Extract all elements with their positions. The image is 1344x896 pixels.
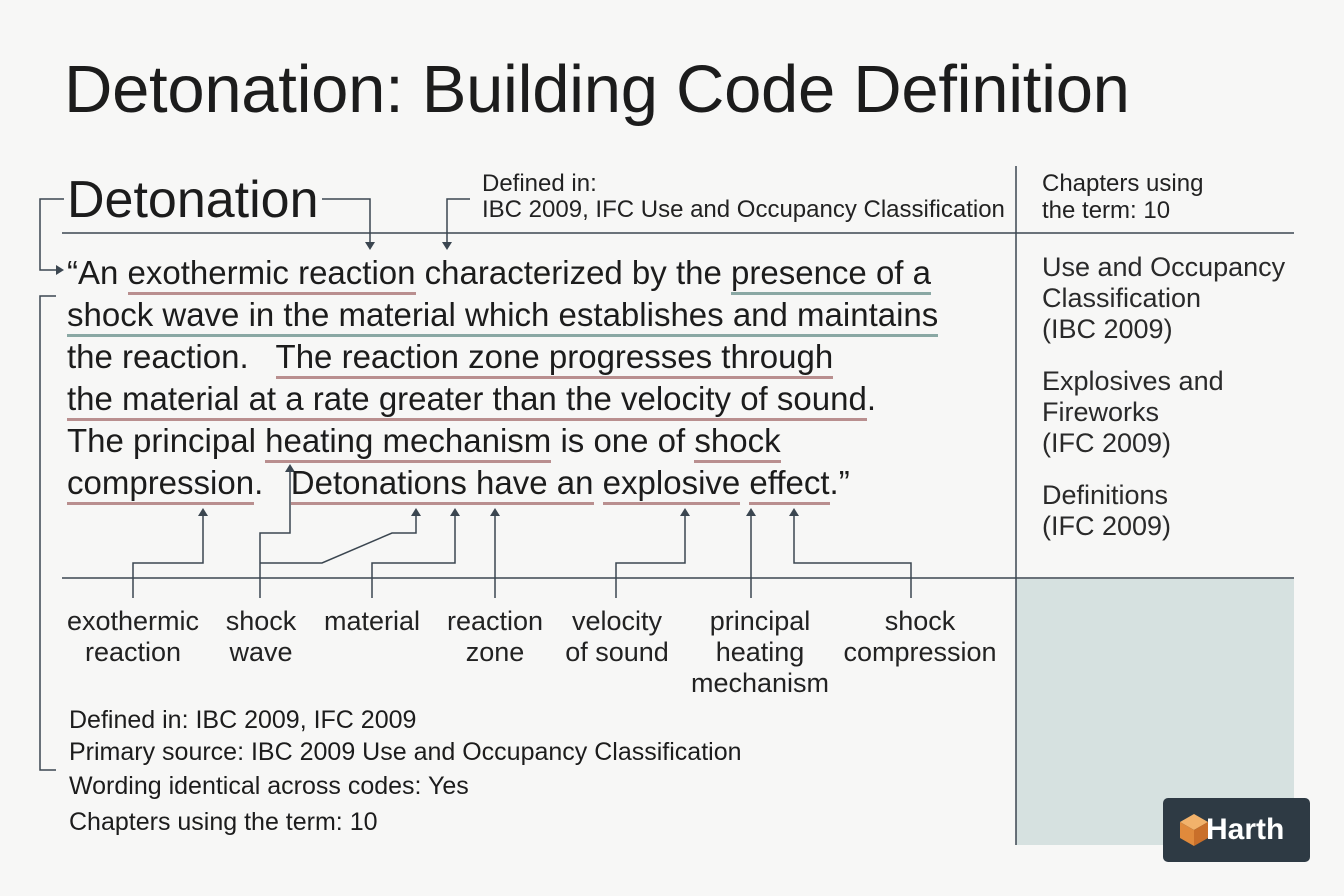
highlight-reaction-zone: The reaction zone progresses through [276,338,834,379]
chapter-name-cont: Fireworks [1042,397,1160,427]
definition-segment: “An [67,254,119,291]
summary-wording: Wording identical across codes: Yes [69,772,469,800]
brand-logo-text: Harth [1206,813,1285,846]
highlight-explosive: explosive [603,464,741,505]
key-term-label [838,606,1002,668]
defined-in-value: IBC 2009, IFC Use and Occupancy Classification [482,196,1005,223]
key-term-label [685,606,835,699]
usage-line-2: the term: 10 [1042,197,1171,224]
chapter-name: Explosives and [1042,366,1224,396]
summary-primary-source: Primary source: IBC 2009 Use and Occupancy Classification [69,738,742,766]
key-term-line: reaction [446,606,544,636]
key-term-label [556,606,678,668]
usage-line-1: Chapters using [1042,170,1204,197]
highlight-presence: presence of a [731,254,931,295]
chapter-item [1042,252,1285,345]
chapter-name: Definitions [1042,480,1169,510]
highlight-shock: shock [694,422,780,463]
definition-segment: . [254,464,264,501]
key-term-line: shock [884,606,956,636]
key-term-line: velocity [571,606,663,636]
definition-segment: is one of [560,422,686,459]
definition-segment: The principal [67,422,256,459]
highlight-exothermic-reaction: exothermic reaction [128,254,416,295]
chapter-name: Use and Occupancy [1042,252,1286,282]
key-term-line: zone [465,637,525,667]
key-term-label [211,606,311,668]
term-to-quote-bracket [40,199,64,270]
highlight-shock-wave: shock wave in the material which establishes and maintains [67,296,938,337]
chapter-item [1042,366,1224,459]
definition-text [67,252,997,504]
highlight-effect: effect [749,464,829,505]
chapters-usage-count [1042,170,1203,224]
key-term-line: reaction [84,637,182,667]
key-term-label [63,606,203,668]
key-term-line: wave [229,637,293,667]
definition-segment: .” [829,464,850,501]
definition-segment: . [866,380,876,417]
highlight-heating-mechanism: heating mechanism [265,422,551,463]
key-term-line: shock [225,606,297,636]
key-term-line: of sound [565,637,669,667]
chapter-name-cont: Classification [1042,283,1202,313]
key-term-line: material [323,606,421,636]
page-title: Detonation: Building Code Definition [64,52,1130,127]
definition-segment: the reaction. [67,338,249,375]
highlight-detonations: Detonations have an [291,464,594,505]
key-term-line: exothermic [66,606,200,636]
term-heading: Detonation [67,171,319,229]
key-term-line: principal [709,606,811,636]
definition-segment: characterized by the [424,254,722,291]
key-term-line: mechanism [690,668,830,698]
chapter-item [1042,480,1171,542]
key-term-label [312,606,432,637]
key-term-label [440,606,550,668]
highlight-velocity-of-sound: the material at a rate greater than the velocity of sound [67,380,867,421]
chapter-code: (IBC 2009) [1042,314,1173,344]
chapter-code: (IFC 2009) [1042,428,1172,458]
summary-defined-in: Defined in: IBC 2009, IFC 2009 [69,706,417,734]
chapter-code: (IFC 2009) [1042,511,1172,541]
key-term-line: compression [843,637,997,667]
key-term-line: heating [715,637,805,667]
highlight-compression: compression [67,464,254,505]
defined-in-label: Defined in: [482,170,597,197]
summary-chapters: Chapters using the term: 10 [69,808,378,836]
